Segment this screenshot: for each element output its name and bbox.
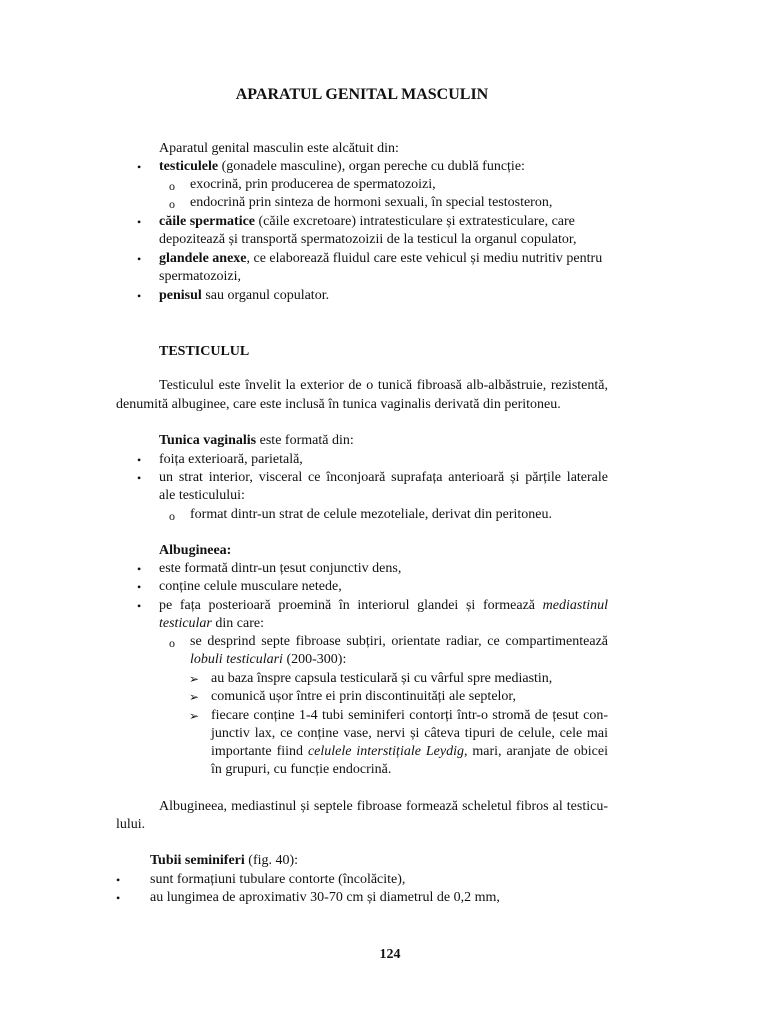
list-item: sunt formațiuni tubulare contorte (încolăcite), [150,872,406,887]
paragraph-line: Albugineea, mediastinul și septele fibroase formează scheletul fibros al testicu- [159,799,608,814]
list-subsubitem-continued: importante fiind celulele interstițiale Leydig, mari, aranjate de obicei [211,744,608,759]
section-heading: TESTICULUL [159,344,250,359]
list-subitem: format dintr-un strat de celule mezoteliale, derivat din peritoneu. [190,507,553,522]
arrow-bullet: ➢ [189,672,200,686]
list-item: este formată dintr-un țesut conjunctiv dens, [159,561,402,576]
list-item-continued: ale testiculului: [159,488,245,503]
subsection-heading: Albugineea: [159,543,232,558]
list-item: glandele anexe, ce elaborează fluidul care este vehicul și mediu nutritiv pentru [159,251,603,266]
bullet: • [137,599,142,613]
circle-bullet: o [169,179,175,193]
list-subsubitem: au baza înspre capsula testiculară și cu vârful spre mediastin, [211,671,553,686]
subsection-heading: Tubii seminiferi (fig. 40): [150,853,299,868]
list-item: foița exterioară, parietală, [159,452,303,467]
circle-bullet: o [169,197,175,211]
paragraph-line: Testiculul este învelit la exterior de o tunică fibroasă alb-albăstruie, rezistentă, [159,378,608,393]
bullet: • [137,580,142,594]
list-subitem: exocrină, prin producerea de spermatozoizi, [190,177,436,192]
list-item: pe fața posterioară proemină în interiorul glandei și formează mediastinul [159,598,608,613]
list-item: un strat interior, visceral ce înconjoară suprafața anterioară și părțile laterale [159,470,608,485]
circle-bullet: o [169,636,175,650]
bullet: • [116,873,121,887]
list-subsubitem: fiecare conține 1-4 tubi seminiferi contorți într-o stromă de țesut con- [211,708,608,723]
intro-text: Aparatul genital masculin este alcătuit din: [159,141,399,156]
list-item: penisul sau organul copulator. [159,288,330,303]
list-item: conține celule musculare netede, [159,579,342,594]
list-subsubitem-continued: în grupuri, cu funcție endocrină. [211,762,392,777]
subsection-heading: Tunica vaginalis este formată din: [159,433,354,448]
list-subitem: endocrină prin sinteza de hormoni sexuali, în special testosteron, [190,195,553,210]
bullet: • [137,215,142,229]
page-title: APARATUL GENITAL MASCULIN [235,86,489,103]
list-item-continued: depozitează și transportă spermatozoizii de la testicul la organul copulator, [159,232,577,247]
list-item: au lungimea de aproximativ 30-70 cm și diametrul de 0,2 mm, [150,890,500,905]
list-subsubitem-continued: junctiv lax, ce conține vase, nervi și câteva tipuri de celule, cele mai [211,726,608,741]
list-subsubitem: comunică ușor între ei prin discontinuități ale septelor, [211,689,517,704]
bullet: • [137,471,142,485]
list-item-continued: spermatozoizi, [159,269,242,284]
list-item: testiculele (gonadele masculine), organ pereche cu dublă funcție: [159,159,525,174]
bullet: • [137,562,142,576]
bullet: • [116,891,121,905]
paragraph-line: denumită albuginee, care este inclusă în tunica vaginalis derivată din peritoneu. [116,397,561,412]
page-number: 124 [379,947,401,962]
bullet: • [137,160,142,174]
bullet: • [137,252,142,266]
bullet: • [137,453,142,467]
bullet: • [137,289,142,303]
list-item-continued: testicular din care: [159,616,264,631]
paragraph-line: lului. [116,817,146,832]
list-subitem: se desprind septe fibroase subțiri, orientate radiar, ce compartimentează [190,634,608,649]
arrow-bullet: ➢ [189,690,200,704]
arrow-bullet: ➢ [189,709,200,723]
list-subitem-continued: lobuli testiculari (200-300): [190,652,347,667]
circle-bullet: o [169,509,175,523]
list-item: căile spermatice (căile excretoare) intratesticulare și extratesticulare, care [159,214,575,229]
